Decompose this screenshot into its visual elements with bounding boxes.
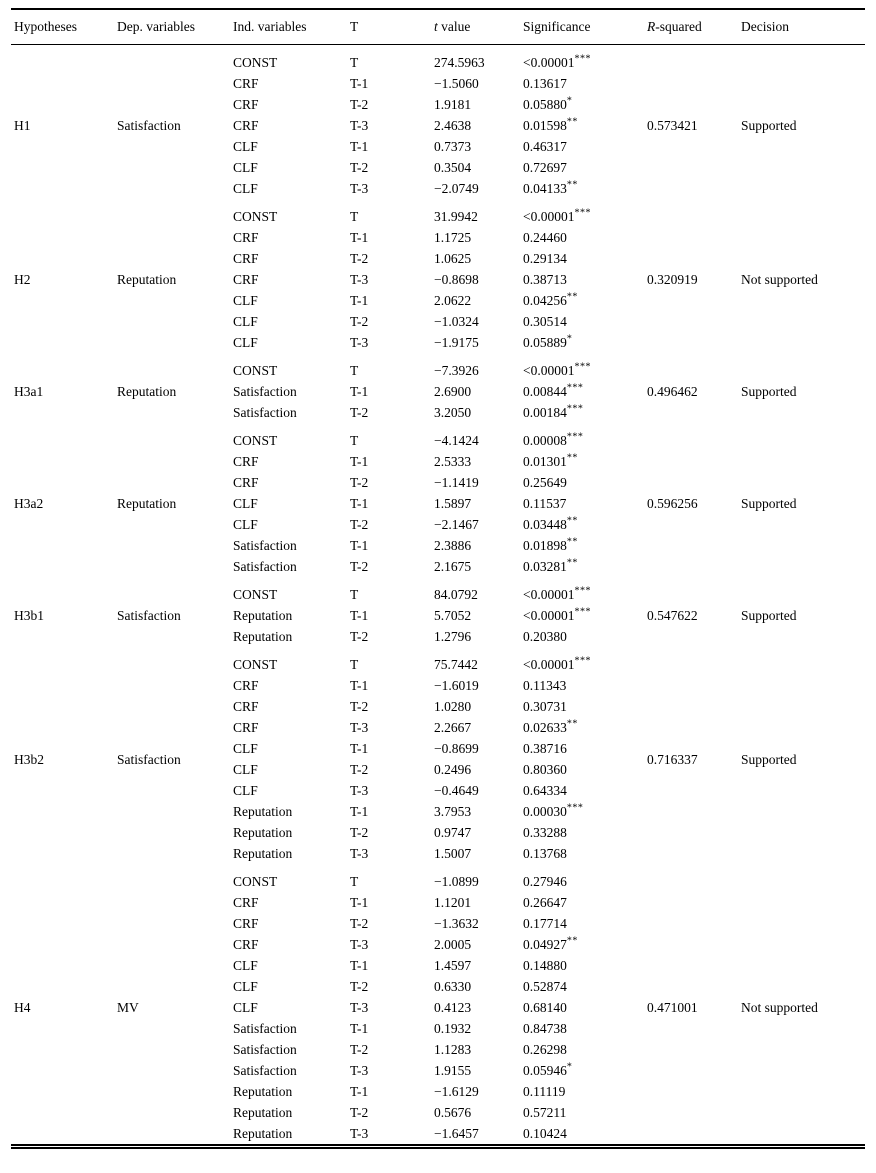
ind-variable-cell: CLF [233,160,258,175]
ind-variable-cell: CRF [233,251,259,266]
significance-cell: 0.80360 [523,762,567,777]
significance-cell: 0.30731 [523,699,567,714]
table-row [11,353,865,381]
significance-cell: 0.11119 [523,1084,566,1099]
lag-cell: T-2 [350,517,369,532]
lag-cell: T [350,874,359,889]
t-value-cell: 0.7373 [434,139,472,154]
column-header: R-squared [644,10,738,45]
lag-cell: T-2 [350,405,369,420]
lag-cell: T-2 [350,160,369,175]
r-squared-cell: 0.320919 [647,272,698,287]
ind-variable-cell: CLF [233,762,258,777]
significance-cell: <0.00001*** [523,361,591,378]
t-value-cell: 3.7953 [434,804,472,819]
significance-cell: 0.14880 [523,958,567,973]
hypothesis-cell: H3a2 [14,496,44,511]
significance-cell: <0.00001*** [523,606,591,623]
r-squared-cell: 0.573421 [647,118,698,133]
decision-cell: Supported [741,384,797,399]
ind-variable-cell: Satisfaction [233,1042,297,1057]
ind-variable-cell: CLF [233,783,258,798]
significance-stars: *** [574,207,591,219]
column-header: Decision [738,10,865,45]
t-value-cell: −4.1424 [434,433,479,448]
ind-variable-cell: CONST [233,433,278,448]
significance-cell: 0.20380 [523,629,567,644]
ind-variable-cell: CRF [233,678,259,693]
ind-variable-cell: Satisfaction [233,538,297,553]
ind-variable-cell: Satisfaction [233,384,297,399]
ind-variable-cell: Reputation [233,804,293,819]
significance-stars: ** [566,718,578,730]
decision-cell: Supported [741,608,797,623]
ind-variable-cell: Reputation [233,608,293,623]
lag-cell: T-2 [350,314,369,329]
ind-variable-cell: CLF [233,496,258,511]
r-squared-cell: 0.716337 [647,751,698,767]
ind-variable-cell: Reputation [233,825,293,840]
t-value-cell: 2.1675 [434,559,472,574]
t-value-cell: −1.5060 [434,76,479,91]
lag-cell: T [350,587,359,602]
ind-variable-cell: CRF [233,118,259,133]
lag-cell: T-2 [350,475,369,490]
significance-cell: 0.00844*** [523,382,584,399]
significance-stars: *** [566,431,584,443]
significance-stars: ** [566,116,578,128]
t-value-cell: −2.0749 [434,181,479,196]
t-value-cell: 1.9155 [434,1063,472,1078]
hypothesis-cell: H3a1 [14,384,44,399]
t-value-cell: 1.2796 [434,629,472,644]
header-row [11,10,865,45]
lag-cell: T-1 [350,608,369,623]
significance-cell: 0.03448** [523,515,578,532]
significance-stars: ** [566,557,578,569]
table-row [11,199,865,227]
column-header: Ind. variables [230,10,347,45]
t-value-cell: 0.2496 [434,762,472,777]
decision-cell: Not supported [741,272,818,287]
r-squared-cell: 0.471001 [647,1000,698,1015]
ind-variable-cell: Reputation [233,846,293,861]
ind-variable-cell: CONST [233,657,278,672]
t-value-cell: 2.4638 [434,118,472,133]
t-value-cell: 0.5676 [434,1105,472,1120]
significance-cell: 0.84738 [523,1021,567,1036]
significance-cell: <0.00001*** [523,207,591,224]
lag-cell: T-1 [350,139,369,154]
significance-stars: ** [566,291,578,303]
dep-variable-cell: MV [117,1000,139,1015]
lag-cell: T-3 [350,937,369,952]
lag-cell: T-2 [350,916,369,931]
lag-cell: T-3 [350,335,369,350]
lag-cell: T-2 [350,1105,369,1120]
ind-variable-cell: Satisfaction [233,405,297,420]
ind-variable-cell: CRF [233,895,259,910]
t-value-cell: 1.5007 [434,846,472,861]
ind-variable-cell: Satisfaction [233,1063,297,1078]
table-body [11,45,865,1145]
significance-stars: ** [566,452,578,464]
decision-cell: Supported [741,751,797,767]
significance-cell: 0.38713 [523,272,567,287]
decision-cell: Supported [741,118,797,133]
lag-cell: T-2 [350,629,369,644]
lag-cell: T-1 [350,1021,369,1036]
significance-cell: 0.00008*** [523,431,584,448]
t-value-cell: 2.6900 [434,384,472,399]
t-value-cell: −1.0324 [434,314,479,329]
lag-cell: T-1 [350,230,369,245]
significance-cell: 0.27946 [523,874,567,889]
ind-variable-cell: CLF [233,181,258,196]
lag-cell: T-3 [350,1063,369,1078]
ind-variable-cell: CONST [233,587,278,602]
lag-cell: T-1 [350,741,369,756]
ind-variable-cell: CLF [233,979,258,994]
significance-cell: 0.00184*** [523,403,584,420]
ind-variable-cell: CLF [233,335,258,350]
lag-cell: T [350,55,359,70]
dep-variable-cell: Satisfaction [117,118,181,133]
significance-cell: 0.68140 [523,1000,567,1015]
ind-variable-cell: CLF [233,293,258,308]
lag-cell: T-2 [350,97,369,112]
ind-variable-cell: CLF [233,314,258,329]
lag-cell: T-1 [350,293,369,308]
lag-cell: T-2 [350,699,369,714]
lag-cell: T-3 [350,1000,369,1015]
table-row [11,577,865,605]
significance-cell: 0.01598** [523,116,578,133]
ind-variable-cell: CLF [233,139,258,154]
significance-cell: 0.05889* [523,333,573,350]
column-header: Dep. variables [114,10,230,45]
t-value-cell: −1.6457 [434,1126,479,1141]
t-value-cell: −0.4649 [434,783,479,798]
lag-cell: T-3 [350,846,369,861]
t-value-cell: −0.8698 [434,272,479,287]
t-value-cell: 1.1725 [434,230,472,245]
significance-cell: 0.04133** [523,179,578,196]
significance-cell: 0.13617 [523,76,567,91]
lag-cell: T [350,209,359,224]
significance-stars: *** [574,606,591,618]
t-value-cell: 2.5333 [434,454,472,469]
dep-variable-cell: Reputation [117,384,177,399]
significance-cell: 0.30514 [523,314,567,329]
lag-cell: T-1 [350,804,369,819]
significance-stars: *** [566,802,584,814]
ind-variable-cell: CONST [233,363,278,378]
significance-cell: 0.01301** [523,452,578,469]
lag-cell: T-2 [350,825,369,840]
significance-cell: 0.02633** [523,718,578,735]
dep-variable-cell: Reputation [117,496,177,511]
significance-stars: *** [574,655,591,667]
hypothesis-cell: H3b1 [14,608,44,623]
ind-variable-cell: CRF [233,230,259,245]
lag-cell: T-1 [350,76,369,91]
lag-cell: T [350,363,359,378]
t-value-cell: −1.9175 [434,335,479,350]
lag-cell: T-3 [350,118,369,133]
dep-variable-cell: Satisfaction [117,751,181,767]
significance-cell: 0.10424 [523,1126,567,1141]
hypothesis-cell: H2 [14,272,31,287]
ind-variable-cell: CRF [233,699,259,714]
t-value-cell: 1.9181 [434,97,472,112]
lag-cell: T-3 [350,783,369,798]
r-squared-cell: 0.547622 [647,608,698,623]
significance-cell: <0.00001*** [523,53,591,70]
t-value-cell: 1.0625 [434,251,472,266]
significance-cell: 0.46317 [523,139,567,154]
decision-cell: Supported [741,496,797,511]
ind-variable-cell: CRF [233,76,259,91]
hypothesis-cell: H1 [14,118,31,133]
lag-cell: T-1 [350,1084,369,1099]
t-value-cell: 2.0622 [434,293,472,308]
significance-cell: 0.24460 [523,230,567,245]
significance-cell: 0.04927** [523,935,578,952]
hypothesis-cell: H4 [14,1000,31,1015]
table-row [11,423,865,451]
significance-stars: * [566,95,573,107]
t-value-cell: −1.0899 [434,874,479,889]
lag-cell: T-3 [350,272,369,287]
significance-cell: 0.26647 [523,895,567,910]
hypothesis-cell: H3b2 [14,751,44,767]
ind-variable-cell: CRF [233,916,259,931]
significance-cell: 0.11537 [523,496,567,511]
ind-variable-cell: Reputation [233,1084,293,1099]
ind-variable-cell: CRF [233,937,259,952]
column-header: Hypotheses [11,10,114,45]
significance-stars: * [566,333,573,345]
lag-cell: T-3 [350,720,369,735]
t-value-cell: 84.0792 [434,587,478,602]
significance-cell: 0.57211 [523,1105,567,1120]
lag-cell: T [350,657,359,672]
lag-cell: T-1 [350,454,369,469]
lag-cell: T-2 [350,251,369,266]
lag-cell: T-1 [350,384,369,399]
significance-cell: 0.52874 [523,979,567,994]
lag-cell: T [350,433,359,448]
ind-variable-cell: CONST [233,874,278,889]
significance-cell: 0.17714 [523,916,567,931]
results-table-frame [11,8,865,1149]
r-squared-cell: 0.496462 [647,384,698,399]
column-header: t value [431,10,520,45]
significance-stars: *** [574,361,591,373]
t-value-cell: 0.6330 [434,979,472,994]
t-value-cell: 0.9747 [434,825,472,840]
ind-variable-cell: Reputation [233,629,293,644]
t-value-cell: 274.5963 [434,55,485,70]
table-row [11,647,865,675]
r-squared-cell: 0.596256 [647,496,698,511]
column-header: T [347,10,431,45]
significance-stars: *** [574,585,591,597]
significance-cell: 0.03281** [523,557,578,574]
significance-cell: 0.38716 [523,741,567,756]
ind-variable-cell: CLF [233,958,258,973]
significance-cell: 0.13768 [523,846,567,861]
t-value-cell: 31.9942 [434,209,478,224]
lag-cell: T-2 [350,762,369,777]
t-value-cell: −2.1467 [434,517,479,532]
significance-cell: 0.00030*** [523,802,584,819]
ind-variable-cell: CONST [233,209,278,224]
t-value-cell: −0.8699 [434,741,479,756]
lag-cell: T-1 [350,538,369,553]
lag-cell: T-2 [350,559,369,574]
t-value-cell: 1.5897 [434,496,472,511]
ind-variable-cell: CRF [233,97,259,112]
significance-stars: *** [566,403,584,415]
t-value-cell: 1.0280 [434,699,472,714]
t-value-cell: −1.6129 [434,1084,479,1099]
ind-variable-cell: CRF [233,475,259,490]
significance-cell: 0.05880* [523,95,573,112]
t-value-cell: 3.2050 [434,405,472,420]
significance-cell: 0.25649 [523,475,567,490]
ind-variable-cell: CLF [233,517,258,532]
table-row [11,45,865,74]
t-value-cell: −7.3926 [434,363,479,378]
t-value-cell: 1.1283 [434,1042,472,1057]
ind-variable-cell: Satisfaction [233,1021,297,1036]
ind-variable-cell: Satisfaction [233,559,297,574]
significance-cell: 0.05946* [523,1061,573,1078]
table-row [11,864,865,892]
t-value-cell: 2.2667 [434,720,472,735]
lag-cell: T-1 [350,678,369,693]
ind-variable-cell: CRF [233,272,259,287]
lag-cell: T-3 [350,1126,369,1141]
t-value-cell: 0.3504 [434,160,472,175]
significance-cell: 0.04256** [523,291,578,308]
lag-cell: T-1 [350,496,369,511]
t-value-cell: −1.1419 [434,475,479,490]
table-head [11,10,865,45]
dep-variable-cell: Reputation [117,272,177,287]
ind-variable-cell: Reputation [233,1126,293,1141]
significance-stars: *** [566,382,584,394]
significance-cell: 0.11343 [523,678,567,693]
column-header: Significance [520,10,644,45]
significance-cell: 0.29134 [523,251,567,266]
significance-cell: 0.64334 [523,783,567,798]
significance-stars: ** [566,536,578,548]
t-value-cell: 5.7052 [434,608,472,623]
significance-cell: <0.00001*** [523,655,591,672]
t-value-cell: −1.3632 [434,916,479,931]
t-value-cell: 75.7442 [434,657,478,672]
t-value-cell: 0.4123 [434,1000,472,1015]
ind-variable-cell: Reputation [233,1105,293,1120]
ind-variable-cell: CRF [233,720,259,735]
t-value-cell: 1.4597 [434,958,472,973]
significance-stars: *** [574,53,591,65]
results-table [11,10,865,1144]
t-value-cell: 2.3886 [434,538,472,553]
significance-cell: 0.72697 [523,160,567,175]
lag-cell: T-1 [350,958,369,973]
significance-stars: ** [566,179,578,191]
significance-cell: 0.33288 [523,825,567,840]
lag-cell: T-1 [350,895,369,910]
t-value-cell: 0.1932 [434,1021,472,1036]
lag-cell: T-2 [350,979,369,994]
significance-stars: * [566,1061,573,1073]
t-value-cell: −1.6019 [434,678,479,693]
significance-cell: <0.00001*** [523,585,591,602]
ind-variable-cell: CRF [233,454,259,469]
lag-cell: T-3 [350,181,369,196]
t-value-cell: 1.1201 [434,895,472,910]
dep-variable-cell: Satisfaction [117,608,181,623]
significance-cell: 0.01898** [523,536,578,553]
t-value-cell: 2.0005 [434,937,472,952]
significance-cell: 0.26298 [523,1042,567,1057]
ind-variable-cell: CLF [233,1000,258,1015]
ind-variable-cell: CONST [233,55,278,70]
significance-stars: ** [566,515,578,527]
decision-cell: Not supported [741,1000,818,1015]
ind-variable-cell: CLF [233,741,258,756]
lag-cell: T-2 [350,1042,369,1057]
significance-stars: ** [566,935,578,947]
